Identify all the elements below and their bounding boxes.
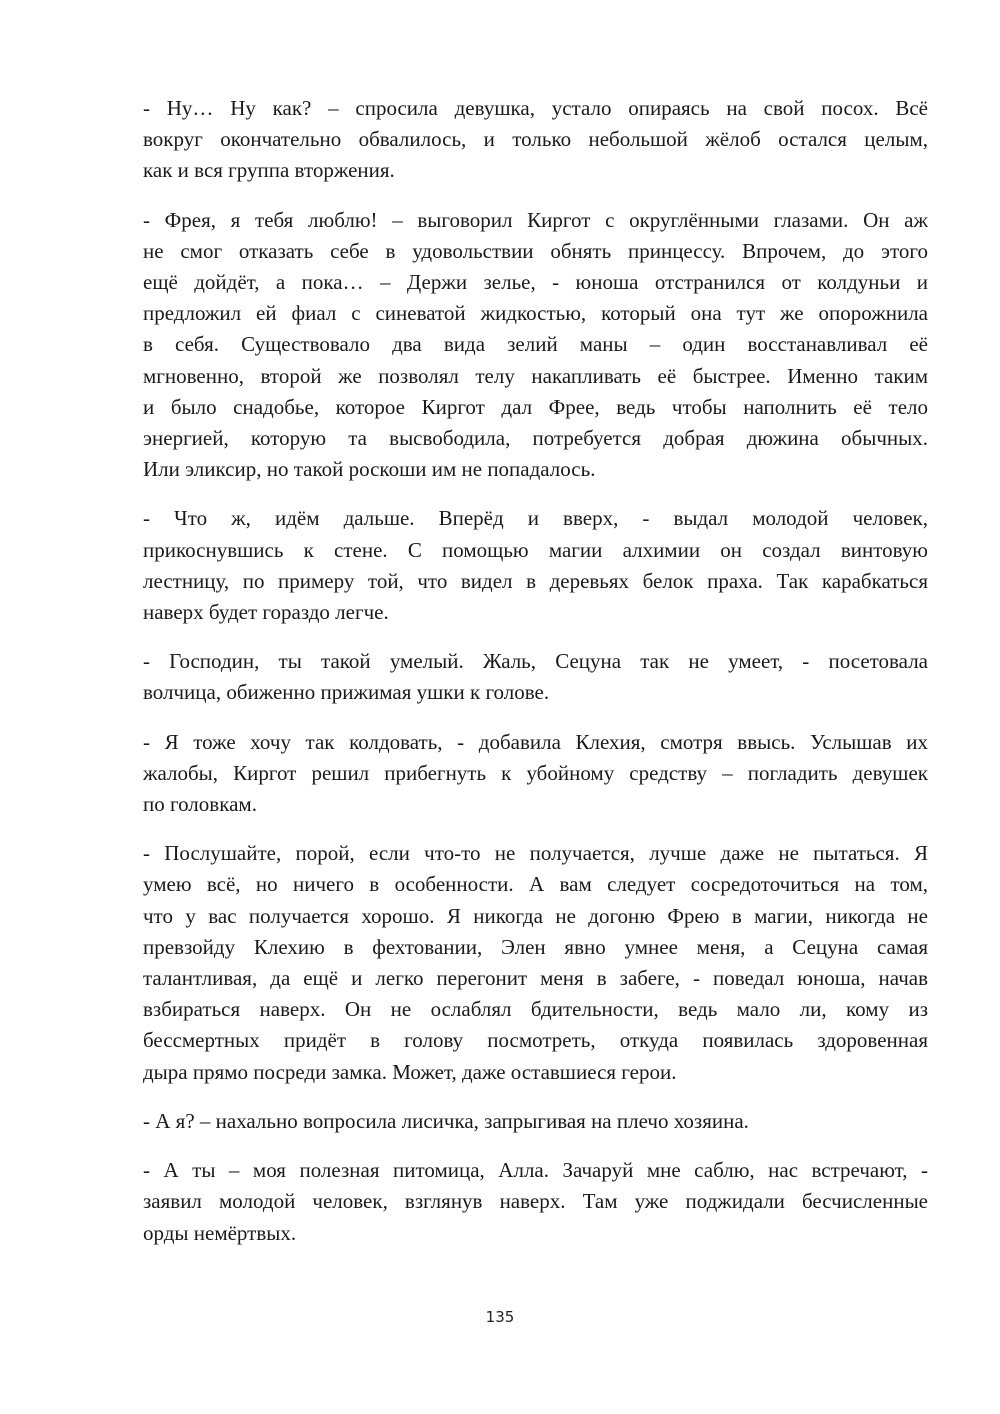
- text-line: предложил ей фиал с синеватой жидкостью, который она тут же опорожнила: [143, 301, 928, 326]
- text-line: волчица, обиженно прижимая ушки к голове.: [143, 680, 550, 705]
- text-line: умею всё, но ничего в особенности. А вам следует сосредоточиться на том,: [143, 872, 928, 897]
- text-line: - Господин, ты такой умелый. Жаль, Сецуна так не умеет, - посетовала: [143, 649, 928, 674]
- text-line: - А я? – нахально вопросила лисичка, запрыгивая на плечо хозяина.: [143, 1108, 749, 1133]
- text-line: в себя. Существовало два вида зелий маны – один восстанавливал её: [143, 332, 928, 357]
- text-line: не смог отказать себе в удовольствии обнять принцессу. Впрочем, до этого: [143, 238, 928, 263]
- text-line: - А ты – моя полезная питомица, Алла. Зачаруй мне саблю, нас встречают, -: [143, 1158, 928, 1183]
- text-line: ещё дойдёт, а пока… – Держи зелье, - юноша отстранился от колдуньи и: [143, 270, 928, 295]
- paragraph: [143, 1155, 928, 1249]
- paragraph: [143, 205, 928, 486]
- text-line: мгновенно, второй же позволял телу накапливать её быстрее. Именно таким: [143, 363, 928, 388]
- text-line: по головкам.: [143, 792, 257, 817]
- text-line: жалобы, Киргот решил прибегнуть к убойному средству – погладить девушек: [143, 760, 928, 785]
- text-line: прикоснувшись к стене. С помощью магии алхимии он создал винтовую: [143, 537, 928, 562]
- text-line: заявил молодой человек, взглянув наверх. Там уже поджидали бесчисленные: [143, 1189, 928, 1214]
- text-line: вокруг окончательно обвалилось, и только небольшой жёлоб остался целым,: [143, 127, 928, 152]
- text-line: что у вас получается хорошо. Я никогда не догоню Фрею в магии, никогда не: [143, 903, 928, 928]
- paragraph: [143, 503, 928, 628]
- paragraph: [143, 646, 928, 708]
- text-line: - Что ж, идём дальше. Вперёд и вверх, - выдал молодой человек,: [143, 506, 928, 531]
- text-line: талантливая, да ещё и легко перегонит меня в забеге, - поведал юноша, начав: [143, 966, 928, 991]
- text-line: взбираться наверх. Он не ослаблял бдительности, ведь мало ли, кому из: [143, 997, 928, 1022]
- text-line: дыра прямо посреди замка. Может, даже оставшиеся герои.: [143, 1059, 677, 1084]
- paragraph: [143, 1106, 928, 1137]
- text-line: Или эликсир, но такой роскоши им не попадалось.: [143, 457, 596, 482]
- text-line: и было снадобье, которое Киргот дал Фрее, ведь чтобы наполнить её тело: [143, 394, 928, 419]
- text-line: наверх будет гораздо легче.: [143, 600, 389, 625]
- text-line: как и вся группа вторжения.: [143, 158, 395, 183]
- paragraph: [143, 93, 928, 187]
- paragraph: [143, 727, 928, 821]
- text-line: энергией, которую та высвободила, потребуется добрая дюжина обычных.: [143, 426, 928, 451]
- text-line: - Послушайте, порой, если что-то не получается, лучше даже не пытаться. Я: [143, 841, 928, 866]
- text-line: - Ну… Ну как? – спросила девушка, устало опираясь на свой посох. Всё: [143, 96, 928, 120]
- text-line: лестницу, по примеру той, что видел в деревьях белок праха. Так карабкаться: [143, 568, 928, 593]
- text-line: орды немёртвых.: [143, 1220, 297, 1245]
- page-body: [143, 93, 928, 1267]
- text-line: - Фрея, я тебя люблю! – выговорил Киргот с округлёнными глазами. Он аж: [143, 207, 928, 232]
- text-line: превзойду Клехию в фехтовании, Элен явно умнее меня, а Сецуна самая: [143, 934, 928, 959]
- paragraph: [143, 838, 928, 1088]
- page-number: 135: [485, 1308, 515, 1326]
- text-line: бессмертных придёт в голову посмотреть, откуда появилась здоровенная: [143, 1028, 928, 1053]
- text-line: - Я тоже хочу так колдовать, - добавила Клехия, смотря ввысь. Услышав их: [143, 729, 928, 754]
